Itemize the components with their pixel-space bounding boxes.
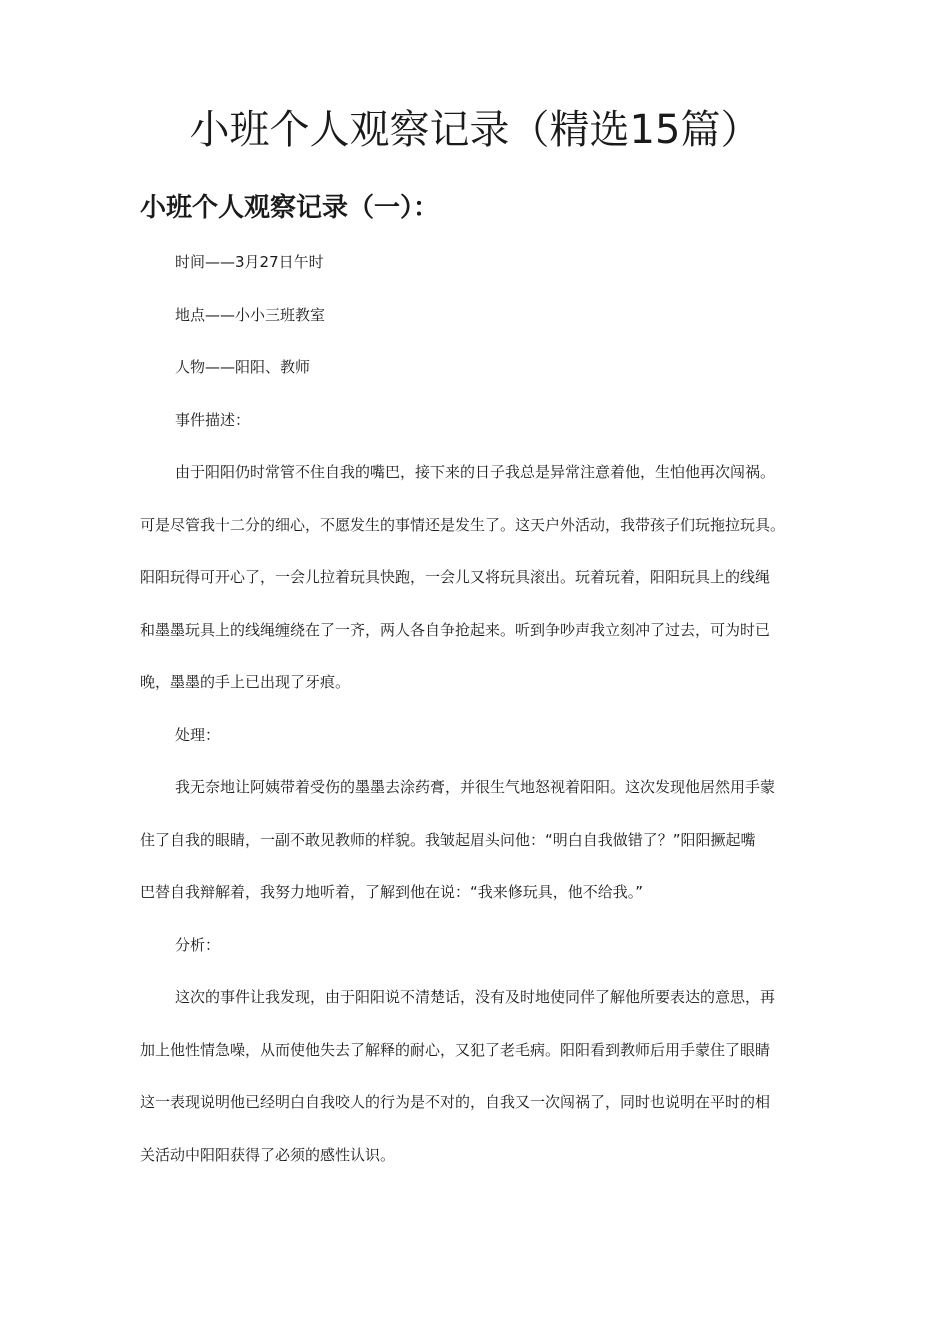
paragraph-time: 时间——3月27日午时 <box>175 253 324 271</box>
label-analysis: 分析： <box>175 935 221 954</box>
paragraph-line: 晚，墨墨的手上已出现了牙痕。 <box>140 673 351 691</box>
paragraph-place: 地点——小小三班教室 <box>175 305 326 324</box>
paragraph-line: 这次的事件让我发现，由于阳阳说不清楚话，没有及时地使同伴了解他所要表达的意思，再 <box>175 988 776 1006</box>
paragraph-line: 阳阳玩得可开心了，一会儿拉着玩具快跑，一会儿又将玩具滚出。玩着玩着，阳阳玩具上的线绳 <box>140 568 771 586</box>
section-heading: 小班个人观察记录（一）： <box>140 193 440 223</box>
paragraph-line: 可是尽管我十二分的细心，不愿发生的事情还是发生了。这天户外活动，我带孩子们玩拖拉玩具。 <box>140 515 786 534</box>
paragraph-line: 这一表现说明他已经明白自我咬人的行为是不对的，自我又一次闯祸了，同时也说明在平时的相 <box>140 1093 771 1111</box>
paragraph-line: 巴替自我辩解着，我努力地听着，了解到他在说：“我来修玩具，他不给我。” <box>140 883 644 901</box>
label-event-description: 事件描述： <box>175 410 251 429</box>
body-text <box>140 240 830 1185</box>
paragraph-line: 由于阳阳仍时常管不住自我的嘴巴，接下来的日子我总是异常注意着他，生怕他再次闯祸。 <box>175 463 776 481</box>
label-handling: 处理： <box>175 725 221 744</box>
document-title: 小班个人观察记录（精选15篇） <box>189 107 761 153</box>
paragraph-line: 加上他性情急噪，从而使他失去了解释的耐心，又犯了老毛病。阳阳看到教师后用手蒙住了眼睛 <box>140 1040 771 1059</box>
paragraph-people: 人物——阳阳、教师 <box>175 358 311 376</box>
paragraph-line: 和墨墨玩具上的线绳缠绕在了一齐，两人各自争抢起来。听到争吵声我立刻冲了过去，可为时已 <box>140 620 771 639</box>
paragraph-line: 关活动中阳阳获得了必须的感性认识。 <box>140 1145 396 1164</box>
paragraph-line: 我无奈地让阿姨带着受伤的墨墨去涂药膏，并很生气地怒视着阳阳。这次发现他居然用手蒙 <box>175 778 776 796</box>
paragraph-line: 住了自我的眼睛，一副不敢见教师的样貌。我皱起眉头问他：“明白自我做错了？”阳阳撅起嘴 <box>140 830 756 849</box>
